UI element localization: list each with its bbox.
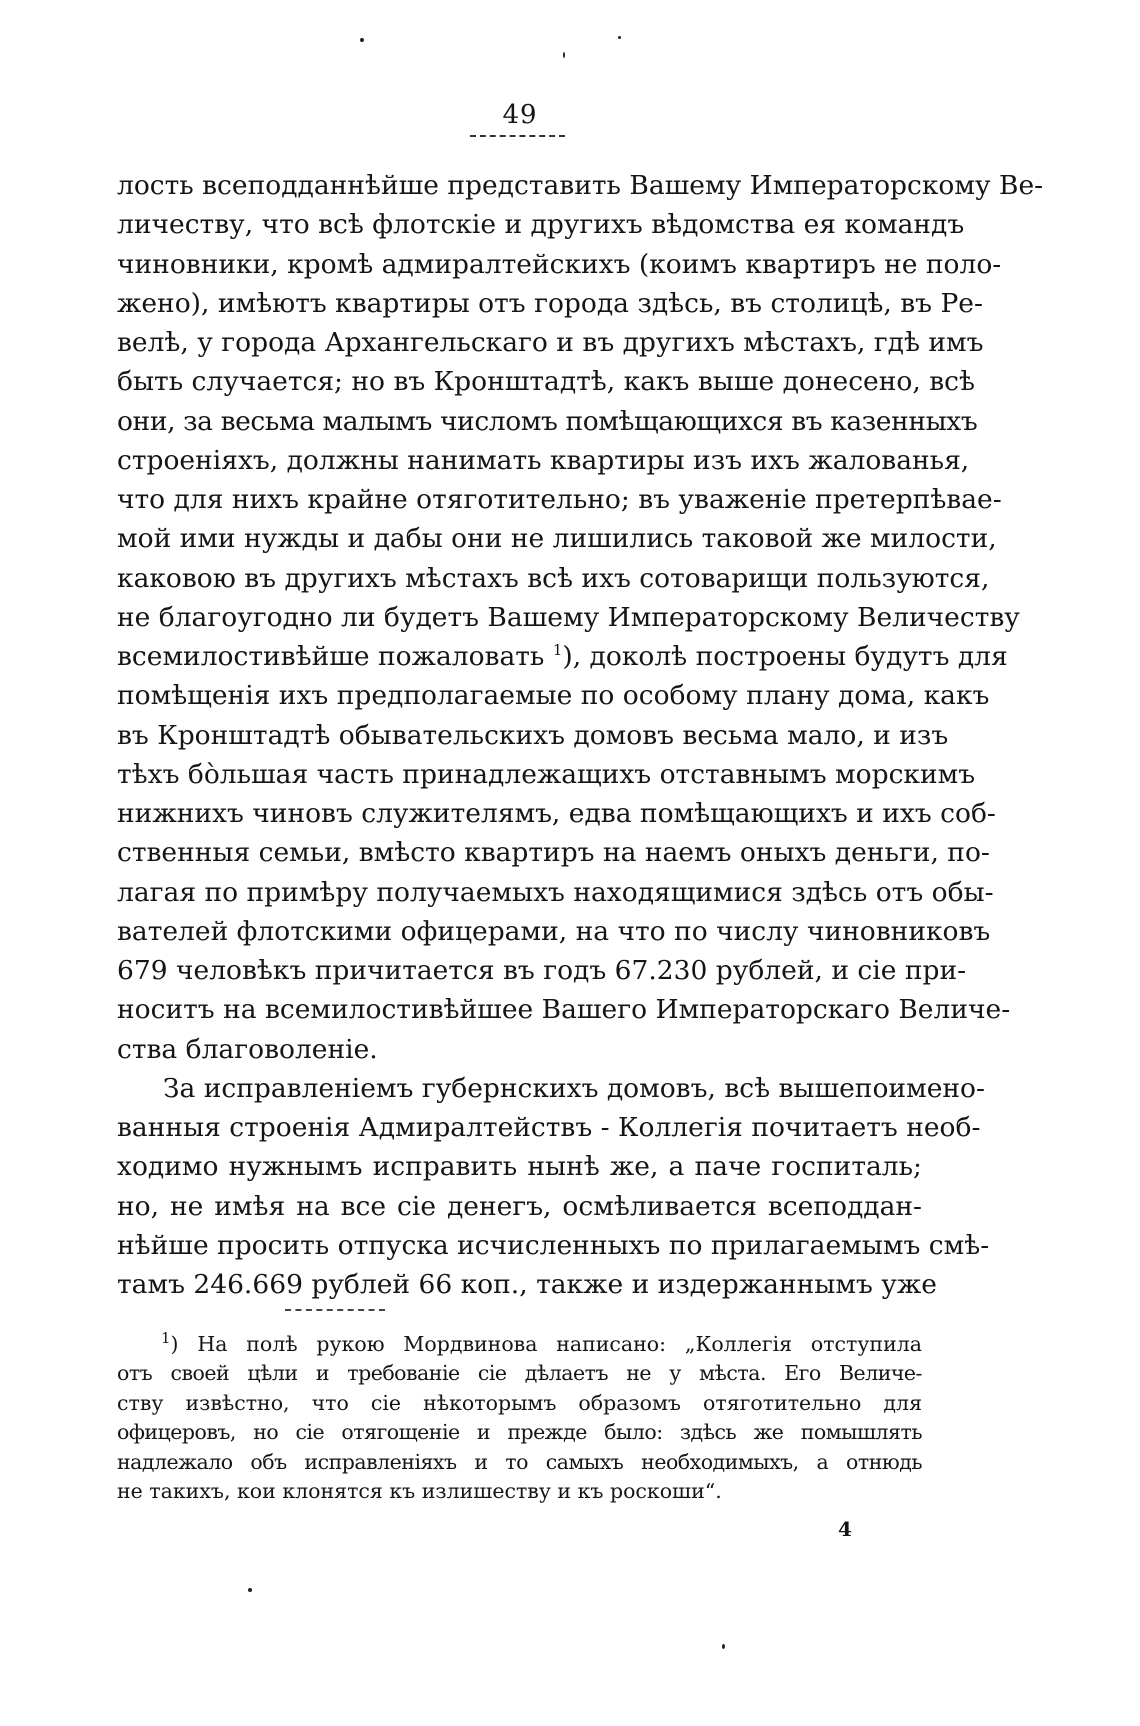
text-line: 679 человѣкъ причитается въ годъ 67.230 рублей, и сіе при- [117, 955, 967, 986]
text-line: нѣйше просить отпуска исчисленныхъ по прилагаемымъ смѣ- [117, 1229, 990, 1261]
text-line: тамъ 246.669 рублей 66 коп., также и издержаннымъ уже [117, 1269, 937, 1300]
footnote [117, 1330, 922, 1506]
text-fragment: ), доколѣ построены будутъ для [562, 641, 1008, 672]
text-line: строеніяхъ, должны нанимать квартиры изъ ихъ жалованья, [117, 444, 970, 476]
scan-speck [618, 36, 621, 39]
footnote-marker: 1 [161, 1329, 171, 1348]
scan-speck [722, 1644, 725, 1649]
scan-speck [248, 1588, 252, 1592]
footnote-separator [285, 1309, 385, 1311]
text-line: ственныя семьи, вмѣсто квартиръ на наемъ оныхъ деньги, по- [117, 837, 990, 869]
text-fragment: ) На полѣ рукою Мордвинова написано: „Коллегія отступила [170, 1332, 922, 1356]
text-line: но, не имѣя на все сіе денегъ, осмѣливается всеподдан- [117, 1190, 922, 1222]
text-line: быть случается; но въ Кронштадтѣ, какъ выше донесено, всѣ [117, 366, 975, 398]
text-line: вателей флотскими офицерами, на что по числу чиновниковъ [117, 915, 991, 947]
text-line: ванныя строенія Адмиралтействъ - Коллегія почитаетъ необ- [117, 1112, 981, 1143]
page-number: 49 [502, 100, 538, 130]
text-fragment: всемилостивѣйше пожаловать [117, 641, 545, 672]
text-line: жено), имѣютъ квартиры отъ города здѣсь, въ столицѣ, въ Ре- [117, 287, 983, 319]
text-line: чиновники, кромѣ адмиралтейскихъ (коимъ квартиръ не поло- [117, 248, 1002, 280]
footnote-line: ству извѣстно, что сіе нѣкоторымъ образомъ отяготительно для [117, 1390, 922, 1415]
footnote-line: офицеровъ, но сіе отягощеніе и прежде было: здѣсь же помышлять [117, 1420, 922, 1445]
footnote-reference: 1 [552, 641, 563, 660]
text-line: личеству, что всѣ флотскіе и другихъ вѣдомства ея командъ [117, 209, 965, 241]
text-line: помѣщенія ихъ предполагаемые по особому плану дома, какъ [117, 680, 990, 712]
text-line-with-footnote [117, 637, 1008, 676]
text-line: тѣхъ бо̀льшая часть принадлежащихъ отставнымъ морскимъ [117, 758, 976, 790]
page-number-rule [470, 135, 565, 137]
text-line: лость всеподданнѣйше представить Вашему Императорскому Ве- [117, 170, 1044, 201]
text-line: лагая по примѣру получаемыхъ находящимися здѣсь отъ обы- [117, 876, 994, 908]
text-line: носитъ на всемилостивѣйшее Вашего Императорскаго Величе- [117, 994, 1011, 1026]
text-line: нижнихъ чиновъ служителямъ, едва помѣщающихъ и ихъ соб- [117, 798, 996, 829]
text-line: велѣ, у города Архангельскаго и въ другихъ мѣстахъ, гдѣ имъ [117, 327, 984, 358]
scan-speck [360, 38, 364, 42]
text-line: не благоугодно ли будетъ Вашему Императорскому Величеству [117, 601, 1020, 633]
text-line: каковою въ другихъ мѣстахъ всѣ ихъ сотоварищи пользуются, [117, 562, 990, 594]
text-line: мой ими нужды и дабы они не лишились таковой же милости, [117, 523, 997, 555]
footnote-line: отъ своей цѣли и требованіе сіе дѣлаетъ не у мѣста. Его Величе- [117, 1361, 922, 1386]
text-line: ходимо нужнымъ исправить нынѣ же, а паче госпиталь; [117, 1151, 922, 1183]
text-line: въ Кронштадтѣ обывательскихъ домовъ весьма мало, и изъ [117, 719, 949, 751]
text-line: ства благоволеніе. [117, 1033, 378, 1065]
text-line: За исправленіемъ губернскихъ домовъ, всѣ вышепоимено- [163, 1072, 985, 1104]
text-line: что для нихъ крайне отяготительно; въ уваженіе претерпѣвае- [117, 484, 1002, 515]
signature-mark: 4 [838, 1517, 852, 1541]
main-text [117, 166, 1044, 1304]
text-line: они, за весьма малымъ числомъ помѣщающихся въ казенныхъ [117, 405, 978, 437]
scan-speck [563, 52, 565, 58]
footnote-line: надлежало объ исправленіяхъ и то самыхъ необходимыхъ, а отнюдь [117, 1449, 922, 1474]
footnote-line [117, 1330, 922, 1359]
footnote-line: не такихъ, кои клонятся къ излишеству и къ роскоши“. [117, 1479, 722, 1504]
